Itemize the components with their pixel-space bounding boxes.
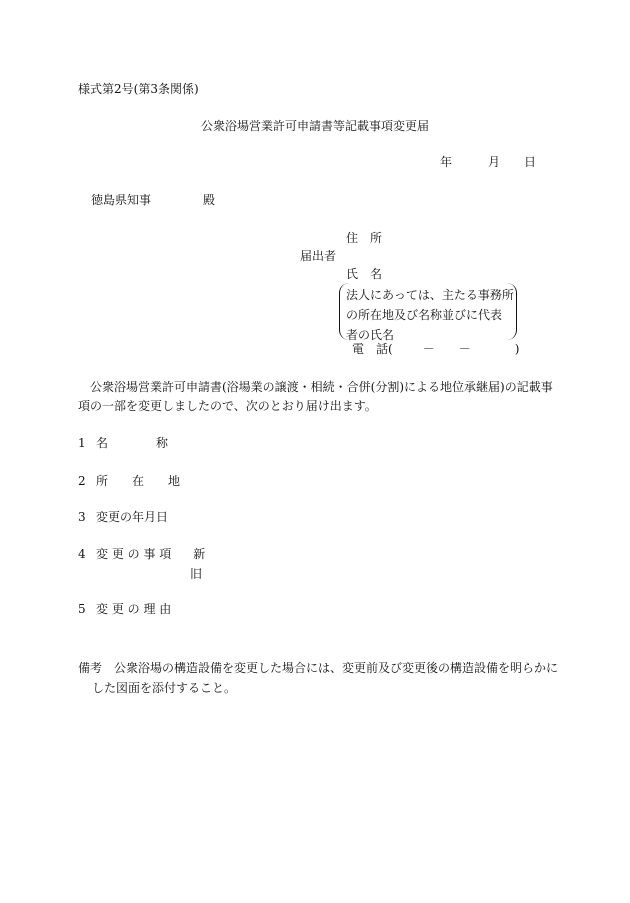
date-year: 年: [440, 155, 453, 169]
remark-line: 公衆浴場の構造設備を変更した場合には、変更前及び変更後の構造設備を明らかに: [114, 661, 559, 675]
item-label: 名 称: [96, 436, 169, 450]
remark-label: 備考: [78, 661, 103, 675]
item-number: 3: [78, 510, 86, 524]
item-number: 2: [78, 474, 86, 488]
item-new: 新: [193, 547, 206, 561]
item-change-matter: [78, 547, 205, 561]
notifier-label: 届出者: [300, 249, 337, 263]
item-change-date: [78, 510, 168, 524]
phone-label: 電 話(: [352, 342, 393, 356]
phone-dash: －: [422, 342, 435, 356]
phone-dash: －: [458, 342, 471, 356]
corp-note-line: 者の氏名: [346, 328, 395, 342]
corp-note-line: 法人にあっては、主たる事務所: [346, 288, 514, 302]
body-text: [78, 378, 558, 416]
item-number: 4: [78, 547, 86, 561]
phone-close: ): [514, 342, 520, 356]
addressee-honorific: 殿: [203, 193, 216, 207]
item-number: 1: [78, 436, 86, 450]
item-old: 旧: [190, 567, 203, 581]
document-title: 公衆浴場営業許可申請書等記載事項変更届: [200, 119, 429, 133]
phone-line: [352, 342, 519, 356]
item-label: 所 在 地: [96, 474, 181, 488]
item-location: [78, 474, 180, 488]
addressee-name: 徳島県知事: [91, 193, 152, 207]
name-label: 氏 名: [346, 267, 383, 281]
item-name: [78, 436, 168, 450]
item-label: 変 更 の 理 由: [96, 602, 172, 616]
body-text-content: 公衆浴場営業許可申請書(浴場業の譲渡・相続・合併(分割)による地位承継届)の記載事項の一部を変更しましたので、次のとおり届け出ます。: [78, 380, 553, 413]
address-label: 住 所: [346, 231, 383, 245]
date-line: [440, 155, 536, 169]
corp-note: [346, 285, 514, 345]
item-number: 5: [78, 602, 86, 616]
form-number: 様式第2号(第3条関係): [78, 82, 199, 96]
remark: [78, 658, 558, 698]
corp-note-line: の所在地及び名称並びに代表: [346, 308, 503, 322]
item-label: 変 更 の 事 項: [96, 547, 172, 561]
date-month: 月: [488, 155, 501, 169]
item-label: 変更の年月日: [96, 510, 169, 524]
item-change-reason: [78, 602, 171, 616]
date-day: 日: [524, 155, 537, 169]
addressee: [91, 193, 215, 207]
remark-line: した図面を添付すること。: [92, 681, 237, 695]
